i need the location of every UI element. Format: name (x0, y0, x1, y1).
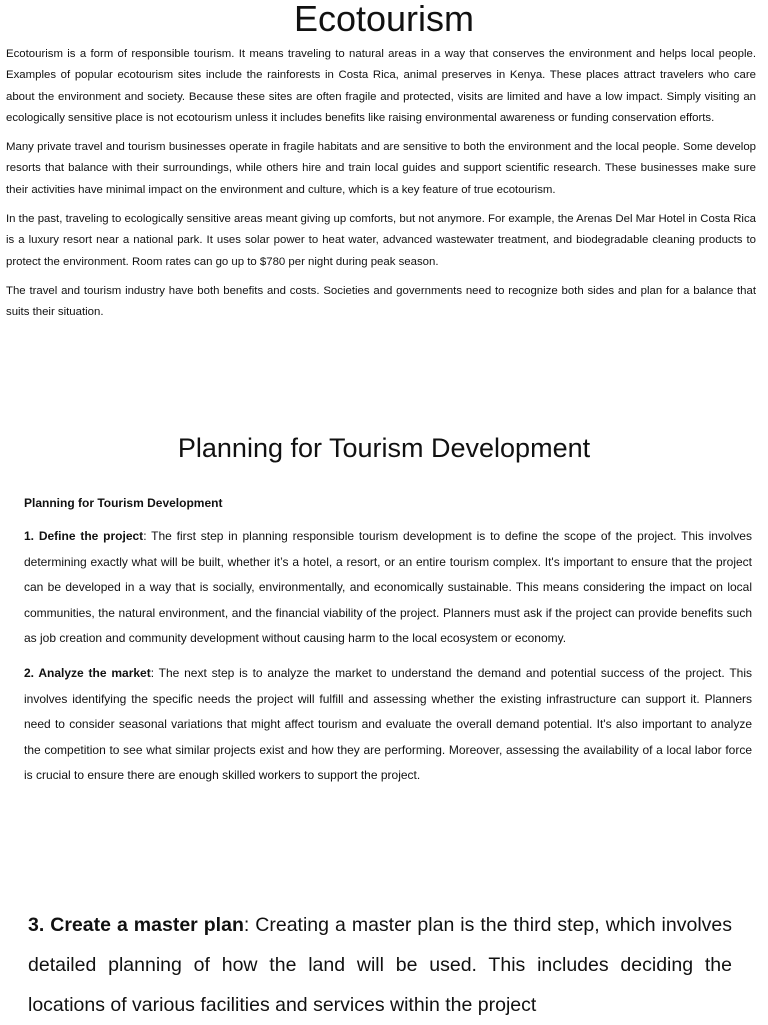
planning-subheading: Planning for Tourism Development (24, 496, 223, 510)
intro-section (6, 44, 756, 332)
step-text: : Creating a master plan is the third step, which involves detailed planning of how the land will be used. This includes deciding the locations of various facilities and services within the project (28, 914, 732, 1016)
master-plan-section (28, 905, 732, 1025)
intro-paragraph-3: In the past, traveling to ecologically sensitive areas meant giving up comforts, but not anymore. For example, the Arenas Del Mar Hotel in Costa Rica is a luxury resort near a national park. It uses solar power to heat water, advanced wastewater treatment, and biodegradable cleaning products to protect the environment. Room rates can go up to $780 per night during peak season. (6, 213, 756, 268)
step-master-plan (28, 905, 732, 1025)
step-define-project (24, 524, 752, 652)
intro-paragraph-4: The travel and tourism industry have both benefits and costs. Societies and governments need to recognize both sides and plan for a balance that suits their situation. (6, 284, 756, 319)
step-label: 3. Create a master plan (28, 914, 244, 936)
planning-heading: Planning for Tourism Development (177, 433, 591, 463)
intro-paragraph-1: Ecotourism is a form of responsible tourism. It means traveling to natural areas in a way that conserves the environment and helps local people. Examples of popular ecotourism sites include the rainforests in Costa Rica, animal preserves in Kenya. These places attract travelers who care about the environment and society. Because these sites are often fragile and protected, visits are limited and have a low impact. Simply visiting an ecologically sensitive place is not ecotourism unless it includes benefits like raising environmental awareness or funding conservation efforts. (6, 48, 756, 124)
step-label: 1. Define the project (24, 529, 144, 543)
step-text: : The first step in planning responsible tourism development is to define the scope of the project. This involves determining exactly what will be built, whether it’s a hotel, a resort, or an entire tourism complex. It's important to ensure that the project can be developed in a way that is socially, environmentally, and economically sustainable. This means considering the impact on local communities, the natural environment, and the financial viability of the project. Planners must ask if the project can provide benefits such as job creation and community development without causing harm to the local ecosystem or economy. (24, 529, 752, 646)
page-title: Ecotourism (293, 0, 475, 39)
step-analyze-market (24, 661, 752, 789)
step-label: 2. Analyze the market (24, 665, 151, 680)
step-text: : The next step is to analyze the market to understand the demand and potential success of the project. This involves identifying the specific needs the project will fulfill and assessing whether the existing infrastructure can support it. Planners need to consider seasonal variations that might affect tourism and evaluate the overall demand potential. It's also important to analyze the competition to see what similar projects exist and how they are performing. Moreover, assessing the availability of a local labor force is crucial to ensure there are enough skilled workers to support the project. (24, 665, 752, 783)
intro-paragraph-2: Many private travel and tourism businesses operate in fragile habitats and are sensitive to both the environment and the local people. Some develop resorts that balance with their surroundings, while others hire and train local guides and support scientific research. These businesses make sure their activities have minimal impact on the environment and culture, which is a key feature of true ecotourism. (6, 141, 756, 196)
planning-section (24, 491, 752, 798)
